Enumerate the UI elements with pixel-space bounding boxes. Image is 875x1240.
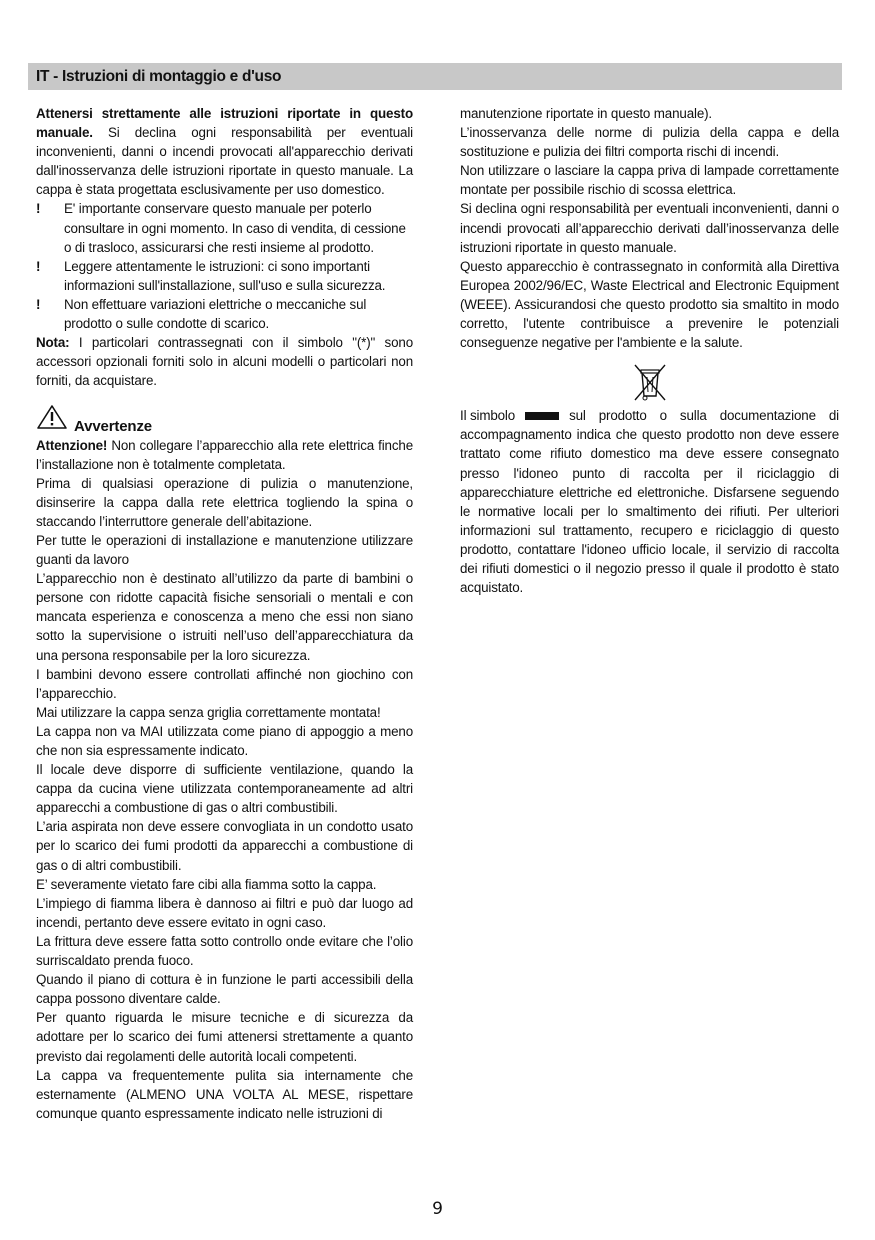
intro-bold: Attenersi strettamente alle istruzioni riportate in questo manuale.: [36, 106, 413, 141]
paragraph: La frittura deve essere fatta sotto controllo onde evitare che l’olio surriscaldato prenda fuoco.: [36, 933, 413, 969]
paragraph: Per quanto riguarda le misure tecniche e di sicurezza da adottare per lo scarico dei fumi attenersi strettamente a quanto previsto dai regolamenti delle autorità locali competenti.: [36, 1010, 413, 1064]
weee-symbol-line: [460, 406, 839, 425]
weee-suffix: sul prodotto o sulla documentazione di: [569, 408, 839, 424]
paragraph: I bambini devono essere controllati affinché non giochino con l’apparecchio.: [36, 666, 413, 701]
page-number: 9: [432, 1199, 443, 1219]
crossed-bin-icon: [632, 390, 668, 405]
section-title: IT - Istruzioni di montaggio e d'uso: [36, 68, 282, 85]
nota-paragraph: [36, 333, 413, 390]
paragraph: Il locale deve disporre di sufficiente ventilazione, quando la cappa da cucina viene utilizzata contemporaneamente ad altri apparecchi a combustione di gas o altri combustibili.: [36, 762, 413, 816]
bullet-mark: !: [36, 201, 41, 217]
warning-triangle-icon: [36, 404, 68, 435]
paragraph: E’ severamente vietato fare cibi alla fiamma sotto la cappa.: [36, 876, 377, 892]
weee-prefix: Il simbolo: [460, 408, 516, 424]
intro-text: Si declina ogni responsabilità per eventuali inconvenienti, danni o incendi provocati all'apparecchio derivati dall'inosservanza delle istruzioni riportate in questo manuale. La cappa è stata progettata esclusivamente per uso domestico.: [36, 125, 413, 198]
paragraph: Prima di qualsiasi operazione di pulizia o manutenzione, disinserire la cappa dalla rete elettrica togliendo la spina o staccando l’interruttore generale dell’abitazione.: [36, 475, 413, 529]
weee-symbol: [460, 362, 839, 402]
bullet-text: Non effettuare variazioni elettriche o meccaniche sul prodotto o sulle condotte di scarico.: [64, 296, 367, 332]
paragraph: manutenzione riportate in questo manuale).: [460, 106, 712, 121]
section-header: [28, 63, 842, 90]
paragraph: La cappa non va MAI utilizzata come piano di appoggio a meno che non sia espressamente indicato.: [36, 723, 413, 758]
nota-label: Nota:: [36, 335, 70, 351]
paragraph: L’apparecchio non è destinato all’utilizzo da parte di bambini o persone con ridotte capacità fisiche sensoriali o mentali e con mancata esperienza e conoscenza a meno che essi non siano sotto la supervisione o istruiti nell’uso dell’apparecchiatura da una persona responsabile per la loro sicurezza.: [36, 571, 413, 663]
bullet-text: E' importante conservare questo manuale per poterlo consultare in ogni momento. In caso di vendita, di cessione o di trasloco, assicurarsi che resti insieme al prodotto.: [64, 201, 406, 255]
attention-paragraph: [36, 436, 413, 474]
bullet-text: Leggere attentamente le istruzioni: ci sono importanti informazioni sull'installazione, sull'uso e sulla sicurezza.: [64, 258, 386, 293]
bullet-mark: !: [36, 296, 41, 312]
paragraph: Non utilizzare o lasciare la cappa priva di lampade correttamente montate per possibile rischio di scossa elettrica.: [460, 163, 839, 198]
paragraph: L’aria aspirata non deve essere convogliata in un condotto usato per lo scarico dei fumi prodotti da apparecchi a combustione di gas o di altri combustibili.: [36, 819, 413, 873]
bullet-mark: !: [36, 258, 41, 274]
weee-description: accompagnamento indica che questo prodotto non deve essere trattato come rifiuto domestico ma deve essere consegnato presso l'idoneo punto di raccolta per il riciclaggio di apparecchiature elettriche ed elettroniche. Disfarsene seguendo le normative locali per lo smaltimento dei rifiuti. Per ulteriori informazioni sul trattamento, recupero e riciclaggio di questo prodotto, contattare l'idoneo ufficio locale, il servizio di raccolta dei rifiuti domestici o il negozio presso il quale il prodotto è stato acquistato.: [460, 427, 839, 596]
paragraph: L’impiego di fiamma libera è dannoso ai filtri e può dar luogo ad incendi, pertanto deve essere evitato in ogni caso.: [36, 895, 413, 930]
paragraph: Quando il piano di cottura è in funzione le parti accessibili della cappa possono diventare calde.: [36, 972, 413, 1007]
intro-paragraph: [36, 104, 413, 199]
paragraph: Per tutte le operazioni di installazione e manutenzione utilizzare guanti da lavoro: [36, 532, 413, 568]
warning-heading: [36, 404, 413, 435]
weee-paragraph: Questo apparecchio è contrassegnato in conformità alla Direttiva Europea 2002/96/EC, Waste Electrical and Electronic Equipment (WEEE). Assicurandosi che questo prodotto sia smaltito in modo corretto, l'utente contribuisce a prevenire le potenziali conseguenze negative per l'ambiente e la salute.: [460, 258, 839, 351]
warning-title: Avvertenze: [74, 417, 152, 435]
attention-label: Attenzione!: [36, 437, 108, 453]
paragraph: Mai utilizzare la cappa senza griglia correttamente montata!: [36, 704, 381, 720]
left-column: [36, 104, 413, 1123]
bullet-item: [36, 199, 413, 256]
nota-text: I particolari contrassegnati con il simbolo "(*)" sono accessori opzionali forniti solo in alcuni modelli o particolari non forniti, da acquistare.: [36, 335, 413, 389]
weee-bar-icon: [525, 412, 559, 420]
paragraph: Si declina ogni responsabilità per eventuali inconvenienti, danni o incendi provocati all’apparecchio derivati dall’inosservanza delle istruzioni riportate in questo manuale.: [460, 201, 839, 255]
right-column: [460, 104, 839, 597]
bullet-item: [36, 257, 413, 295]
attention-text: Non collegare l’apparecchio alla rete elettrica finche l’installazione non è totalmente completata.: [36, 437, 413, 472]
bullet-item: [36, 295, 413, 333]
paragraph: La cappa va frequentemente pulita sia internamente che esternamente (ALMENO UNA VOLTA AL MESE, rispettare comunque quanto espressamente indicato nelle istruzioni di: [36, 1067, 413, 1121]
paragraph: L’inosservanza delle norme di pulizia della cappa e della sostituzione e pulizia dei filtri comporta rischi di incendi.: [460, 125, 839, 160]
